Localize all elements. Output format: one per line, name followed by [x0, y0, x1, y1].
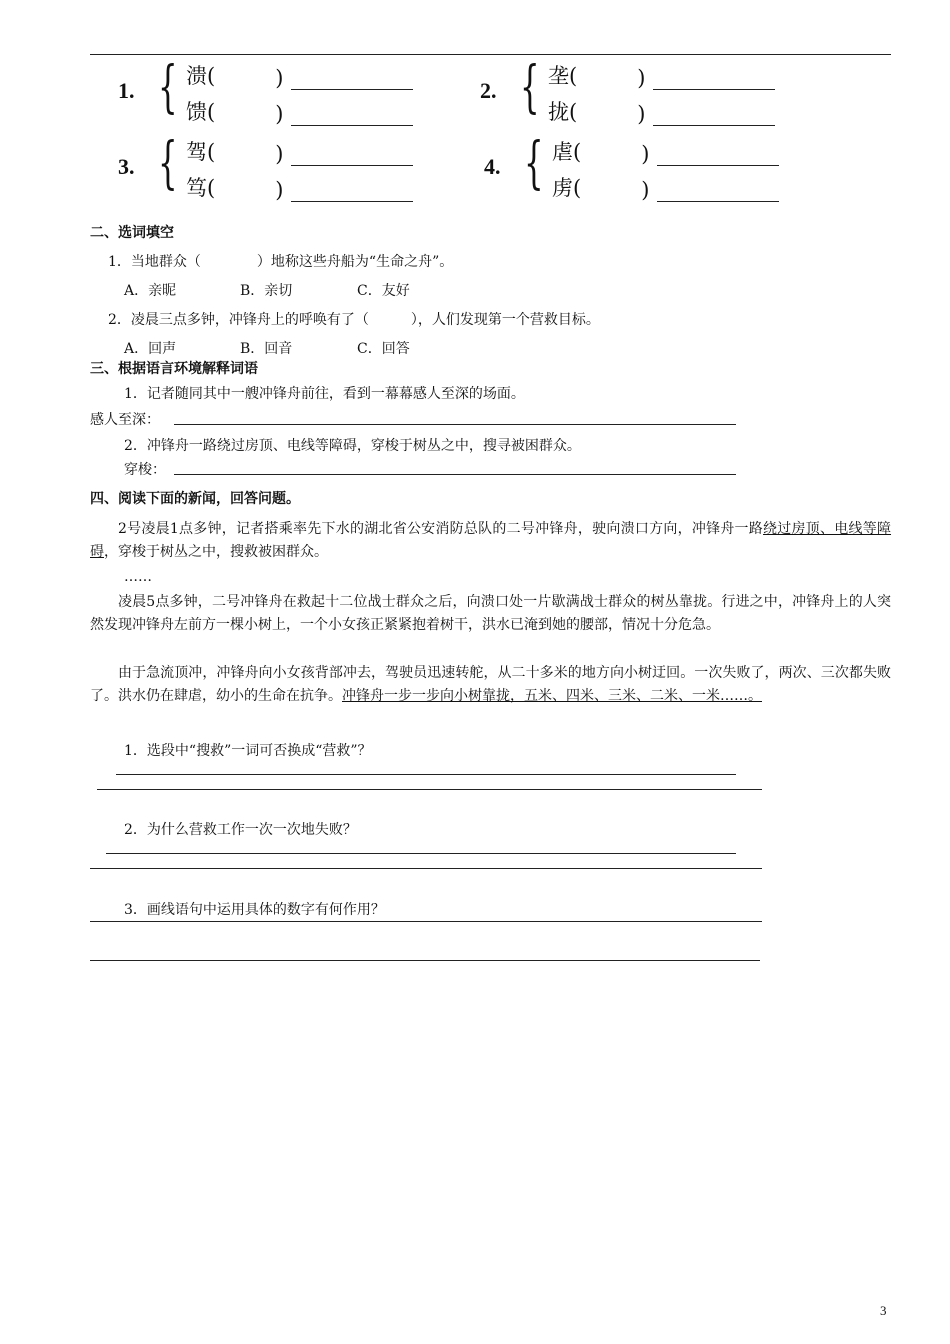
char-entry: 驾( ): [186, 136, 413, 166]
char-entry: 溃( ): [186, 60, 413, 90]
section-title: 三、根据语言环境解释词语: [90, 361, 258, 377]
answer-line[interactable]: [106, 853, 736, 854]
group-number: 2.: [480, 78, 497, 103]
brace-icon: {: [158, 131, 178, 196]
option-a: A．亲昵: [124, 283, 177, 299]
brace-icon: {: [524, 131, 544, 196]
question-text: 1．当地群众（ ）地称这些舟船为“生命之舟”。: [108, 254, 454, 270]
section-title: 二、选词填空: [90, 225, 174, 241]
char-entry: 虏( ): [552, 172, 779, 202]
answer-line[interactable]: [90, 960, 760, 961]
group-number: 4.: [484, 154, 501, 179]
news-paragraph-3: 由于急流顶冲，冲锋舟向小女孩背部冲去，驾驶员迅速转舵，从二十多米的地方向小树迂回。一次失败了，两次、三次都失败了。洪水仍在肆虐，幼小的生命在抗争。冲锋舟一步一步向小树靠拢，五米、四米、三米、二米、一米……。: [90, 665, 891, 704]
brace-icon: {: [158, 55, 178, 120]
page-number: 3: [880, 1303, 887, 1318]
char-entry: 馈( ): [186, 96, 413, 126]
char-entry: 垄( ): [548, 60, 775, 90]
answer-line[interactable]: [90, 868, 762, 869]
group-number: 1.: [118, 78, 135, 103]
option-a: A．回声: [124, 341, 177, 357]
answer-line[interactable]: [97, 789, 762, 790]
answer-label: 穿梭：: [124, 462, 166, 478]
answer-line[interactable]: [116, 774, 736, 775]
option-b: B．亲切: [240, 283, 293, 299]
option-c: C．友好: [357, 283, 410, 299]
question-text: 1．记者随同其中一艘冲锋舟前往，看到一幕幕感人至深的场面。: [124, 386, 525, 402]
section-title: 四、阅读下面的新闻，回答问题。: [90, 491, 300, 507]
news-paragraph-1: 2号凌晨1点多钟，记者搭乘率先下水的湖北省公安消防总队的二号冲锋舟，驶向溃口方向，冲锋舟一路绕过房顶、电线等障碍，穿梭于树丛之中，搜救被困群众。: [90, 521, 892, 560]
answer-line[interactable]: [174, 424, 736, 425]
answer-label: 感人至深：: [90, 412, 160, 428]
answer-line[interactable]: [90, 921, 762, 922]
char-entry: 笃( ): [186, 172, 413, 202]
news-paragraph-2: 凌晨5点多钟，二号冲锋舟在救起十二位战士群众之后，向溃口处一片歇满战士群众的树丛靠拢。行进之中，冲锋舟上的人突然发现冲锋舟左前方一棵小树上，一个小女孩正紧紧抱着树干，洪水已淹到她的腰部，情况十分危急。: [90, 594, 891, 633]
char-entry: 拢( ): [548, 96, 775, 126]
char-entry: 虐( ): [552, 136, 779, 166]
brace-icon: {: [520, 55, 540, 120]
ellipsis: ……: [124, 569, 152, 585]
top-rule: [90, 54, 891, 55]
question-text: 2．冲锋舟一路绕过房顶、电线等障碍，穿梭于树丛之中，搜寻被困群众。: [124, 438, 581, 454]
option-b: B．回音: [240, 341, 293, 357]
group-number: 3.: [118, 154, 135, 179]
answer-line[interactable]: [174, 474, 736, 475]
question-text: 3．画线语句中运用具体的数字有何作用？: [124, 902, 385, 918]
question-text: 2．为什么营救工作一次一次地失败？: [124, 822, 357, 838]
option-c: C．回答: [357, 341, 410, 357]
question-text: 1．选段中“搜救”一词可否换成“营救”？: [124, 743, 372, 759]
question-text: 2．凌晨三点多钟，冲锋舟上的呼唤有了（ ），人们发现第一个营救目标。: [108, 312, 600, 328]
